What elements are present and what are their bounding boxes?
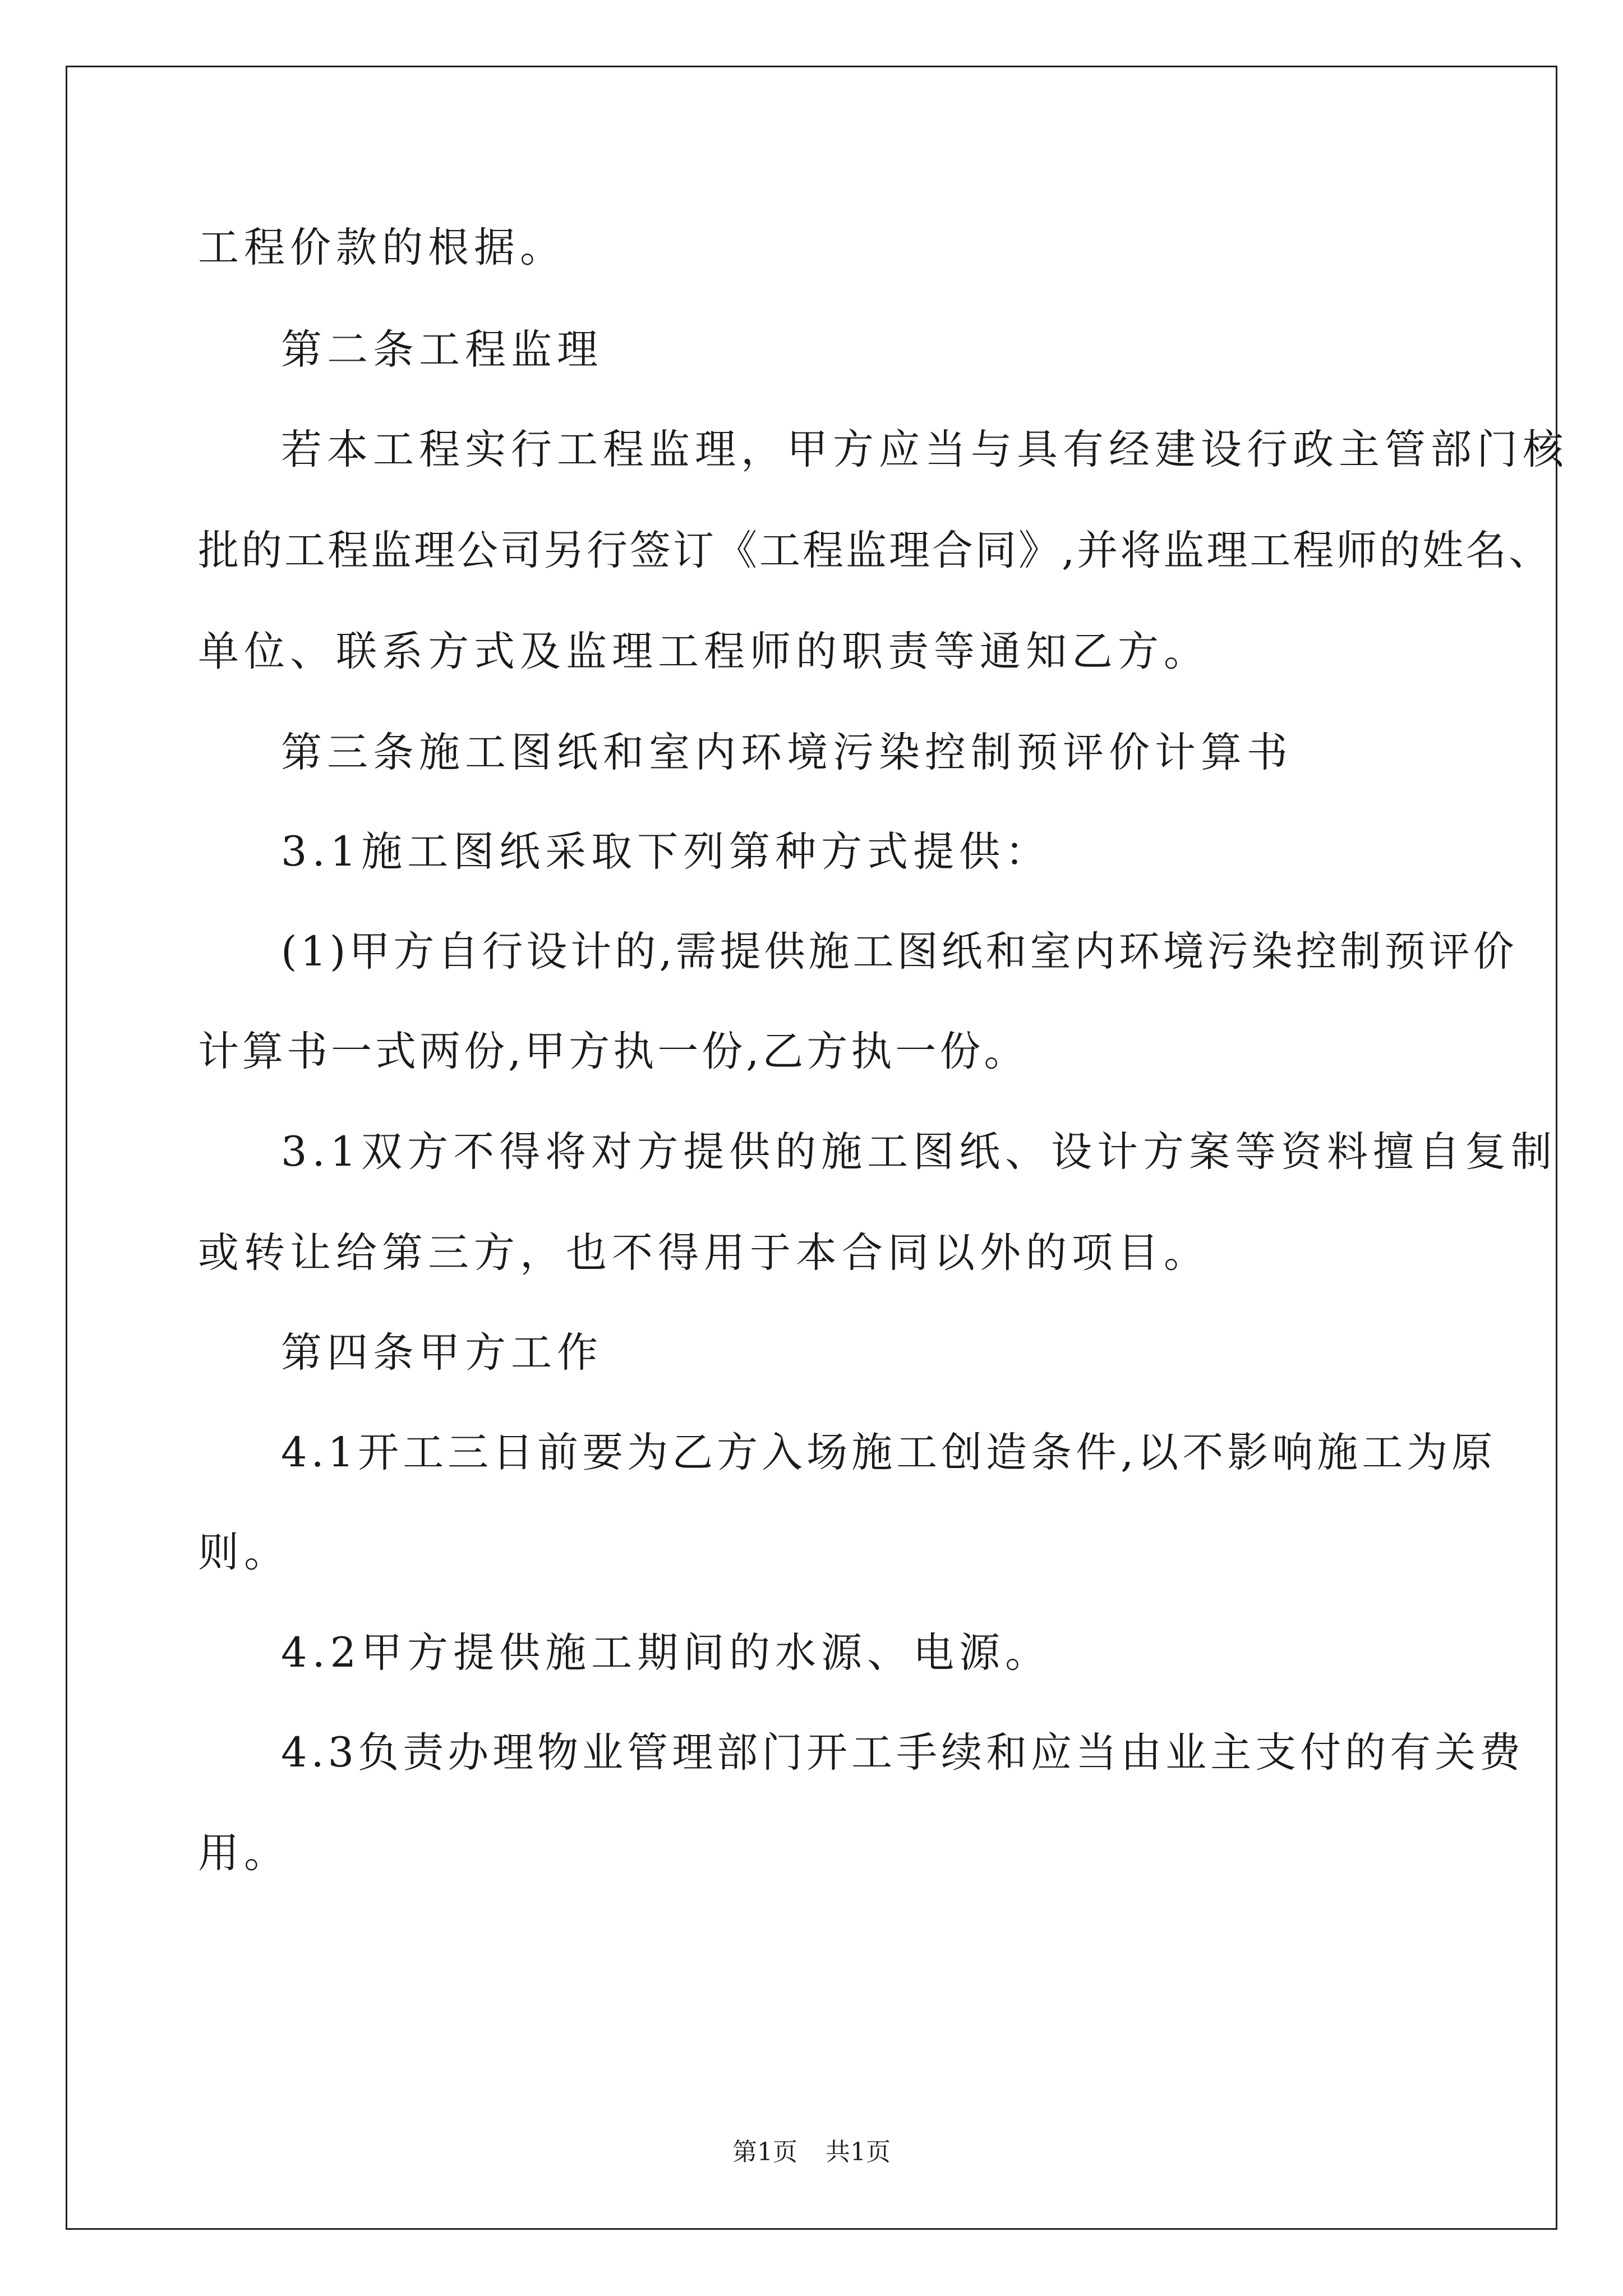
paragraph-line: 3.1双方不得将对方提供的施工图纸、设计方案等资料擅自复制 — [281, 1128, 1557, 1176]
section-heading: 第三条施工图纸和室内环境污染控制预评价计算书 — [281, 729, 1293, 776]
section-heading: 第四条甲方工作 — [281, 1329, 603, 1377]
page-number-total: 共1页 — [826, 2138, 891, 2166]
section-heading: 第二条工程监理 — [281, 326, 603, 374]
page-number-current: 第1页 — [732, 2138, 797, 2166]
paragraph-line: 用。 — [198, 1829, 290, 1877]
paragraph-line: 或转让给第三方，也不得用于本合同以外的项目。 — [198, 1229, 1210, 1277]
paragraph-line: 单位、联系方式及监理工程师的职责等通知乙方。 — [198, 628, 1210, 675]
paragraph-line: 工程价款的根据。 — [198, 224, 566, 272]
paragraph-line: 4.3负责办理物业管理部门开工手续和应当由业主支付的有关费 — [281, 1729, 1525, 1777]
page-footer — [0, 2132, 1623, 2168]
paragraph-line: 4.1开工三日前要为乙方入场施工创造条件,以不影响施工为原 — [281, 1429, 1497, 1476]
paragraph-line: 4.2甲方提供施工期间的水源、电源。 — [281, 1629, 1052, 1677]
paragraph-line: (1)甲方自行设计的,需提供施工图纸和室内环境污染控制预评价 — [281, 928, 1518, 976]
paragraph-line: 则。 — [198, 1529, 290, 1576]
paragraph-line: 若本工程实行工程监理，甲方应当与具有经建设行政主管部门核 — [281, 426, 1569, 473]
paragraph-line: 计算书一式两份,甲方执一份,乙方执一份。 — [198, 1028, 1029, 1075]
paragraph-line: 3.1施工图纸采取下列第种方式提供： — [281, 828, 1052, 876]
paragraph-line: 批的工程监理公司另行签订《工程监理合同》,并将监理工程师的姓名、 — [198, 527, 1552, 574]
